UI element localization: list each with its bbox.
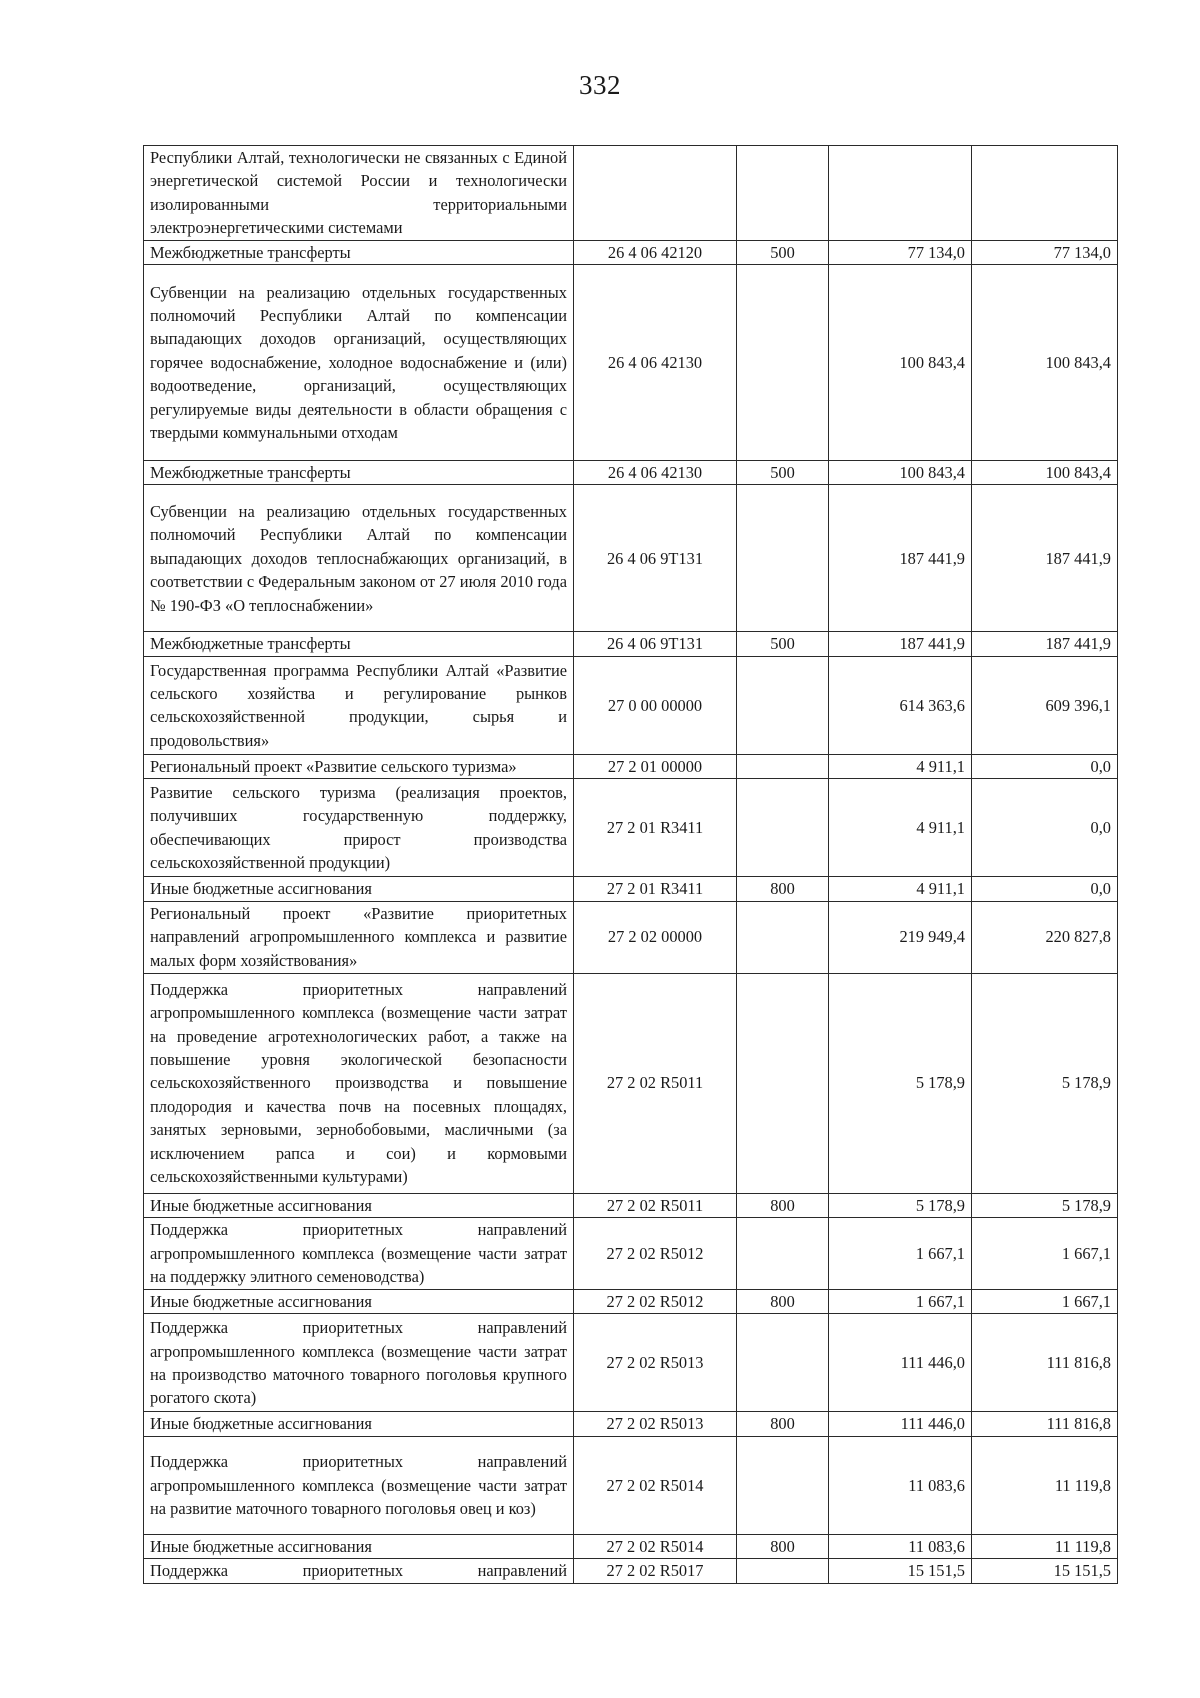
row-amount-year1 bbox=[829, 146, 972, 241]
row-amount-year2: 1 667,1 bbox=[972, 1218, 1118, 1290]
row-expense-type bbox=[737, 1314, 829, 1412]
row-expense-type: 500 bbox=[737, 240, 829, 264]
table-row bbox=[144, 461, 1118, 485]
row-amount-year2: 0,0 bbox=[972, 877, 1118, 901]
row-amount-year2: 77 134,0 bbox=[972, 240, 1118, 264]
table-row bbox=[144, 146, 1118, 241]
row-description: Региональный проект «Развитие приоритетных направлений агропромышленного комплекса и развитие малых форм хозяйствования» bbox=[144, 901, 574, 973]
row-amount-year2: 111 816,8 bbox=[972, 1412, 1118, 1436]
row-amount-year2: 11 119,8 bbox=[972, 1534, 1118, 1558]
row-amount-year1: 100 843,4 bbox=[829, 265, 972, 461]
row-amount-year2: 1 667,1 bbox=[972, 1290, 1118, 1314]
row-target-code: 27 2 02 R5014 bbox=[574, 1436, 737, 1534]
row-description: Государственная программа Республики Алтай «Развитие сельского хозяйства и регулирование рынков сельскохозяйственной продукции, сырья и продовольствия» bbox=[144, 656, 574, 754]
row-description: Поддержка приоритетных направлений агропромышленного комплекса (возмещение части затрат на проведение агротехнологических работ, а также на повышение уровня экологической безопасности сельскохозяйственного производства и повышение плодородия и качества почв на посевных площадях, занятых зерновыми, зернобобовыми, масличными (за исключением рапса и сои) и кормовыми сельскохозяйственными культурами) bbox=[144, 973, 574, 1193]
row-expense-type: 500 bbox=[737, 632, 829, 656]
row-amount-year1: 77 134,0 bbox=[829, 240, 972, 264]
row-description: Поддержка приоритетных направлений агропромышленного комплекса (возмещение части затрат на производство маточного товарного поголовья крупного рогатого скота) bbox=[144, 1314, 574, 1412]
row-description: Поддержка приоритетных направлений агропромышленного комплекса (возмещение части затрат на развитие маточного товарного поголовья овец и коз) bbox=[144, 1436, 574, 1534]
row-description: Межбюджетные трансферты bbox=[144, 632, 574, 656]
row-amount-year1: 100 843,4 bbox=[829, 461, 972, 485]
row-target-code: 27 2 02 R5013 bbox=[574, 1314, 737, 1412]
row-expense-type bbox=[737, 1218, 829, 1290]
row-target-code: 26 4 06 42120 bbox=[574, 240, 737, 264]
row-description: Иные бюджетные ассигнования bbox=[144, 1534, 574, 1558]
table-row bbox=[144, 1314, 1118, 1412]
row-amount-year2: 187 441,9 bbox=[972, 485, 1118, 632]
row-expense-type bbox=[737, 146, 829, 241]
row-expense-type bbox=[737, 901, 829, 973]
row-expense-type bbox=[737, 1559, 829, 1583]
row-expense-type bbox=[737, 656, 829, 754]
row-expense-type bbox=[737, 265, 829, 461]
row-description: Межбюджетные трансферты bbox=[144, 461, 574, 485]
row-target-code: 26 4 06 9Т131 bbox=[574, 632, 737, 656]
row-expense-type: 800 bbox=[737, 1290, 829, 1314]
row-amount-year1: 111 446,0 bbox=[829, 1412, 972, 1436]
row-expense-type bbox=[737, 973, 829, 1193]
row-description: Субвенции на реализацию отдельных государственных полномочий Республики Алтай по компенсации выпадающих доходов организаций, осуществляющих горячее водоснабжение, холодное водоснабжение и (или) водоотведение, организаций, осуществляющих регулируемые виды деятельности в области обращения с твердыми коммунальными отходам bbox=[144, 265, 574, 461]
row-amount-year2: 15 151,5 bbox=[972, 1559, 1118, 1583]
row-description: Иные бюджетные ассигнования bbox=[144, 1290, 574, 1314]
row-expense-type: 800 bbox=[737, 877, 829, 901]
row-amount-year1: 4 911,1 bbox=[829, 877, 972, 901]
row-target-code: 27 2 01 00000 bbox=[574, 754, 737, 778]
table-row bbox=[144, 877, 1118, 901]
row-expense-type: 500 bbox=[737, 461, 829, 485]
table-row bbox=[144, 779, 1118, 877]
row-amount-year1: 5 178,9 bbox=[829, 973, 972, 1193]
row-description: Поддержка приоритетных направлений bbox=[144, 1559, 574, 1583]
table-row bbox=[144, 485, 1118, 632]
row-amount-year1: 4 911,1 bbox=[829, 779, 972, 877]
row-amount-year2: 187 441,9 bbox=[972, 632, 1118, 656]
row-target-code: 26 4 06 42130 bbox=[574, 461, 737, 485]
row-target-code: 27 0 00 00000 bbox=[574, 656, 737, 754]
row-amount-year1: 614 363,6 bbox=[829, 656, 972, 754]
row-expense-type bbox=[737, 485, 829, 632]
row-amount-year1: 111 446,0 bbox=[829, 1314, 972, 1412]
row-description: Иные бюджетные ассигнования bbox=[144, 877, 574, 901]
row-target-code: 27 2 02 R5011 bbox=[574, 973, 737, 1193]
row-target-code: 27 2 02 R5017 bbox=[574, 1559, 737, 1583]
row-amount-year2: 609 396,1 bbox=[972, 656, 1118, 754]
table-row bbox=[144, 1290, 1118, 1314]
table-row bbox=[144, 240, 1118, 264]
row-amount-year2: 111 816,8 bbox=[972, 1314, 1118, 1412]
row-amount-year2: 11 119,8 bbox=[972, 1436, 1118, 1534]
row-amount-year1: 4 911,1 bbox=[829, 754, 972, 778]
row-amount-year1: 11 083,6 bbox=[829, 1534, 972, 1558]
table-row bbox=[144, 265, 1118, 461]
row-description: Региональный проект «Развитие сельского туризма» bbox=[144, 754, 574, 778]
row-amount-year2: 100 843,4 bbox=[972, 461, 1118, 485]
row-target-code: 27 2 02 R5013 bbox=[574, 1412, 737, 1436]
table-row bbox=[144, 632, 1118, 656]
row-expense-type: 800 bbox=[737, 1412, 829, 1436]
table-row bbox=[144, 1559, 1118, 1583]
row-description: Республики Алтай, технологически не связанных с Единой энергетической системой России и технологически изолированными территориальными электроэнергетическими системами bbox=[144, 146, 574, 241]
table-row bbox=[144, 1436, 1118, 1534]
row-amount-year1: 5 178,9 bbox=[829, 1193, 972, 1217]
row-amount-year1: 11 083,6 bbox=[829, 1436, 972, 1534]
row-amount-year2: 100 843,4 bbox=[972, 265, 1118, 461]
table-row bbox=[144, 973, 1118, 1193]
table-row bbox=[144, 1218, 1118, 1290]
row-amount-year2: 220 827,8 bbox=[972, 901, 1118, 973]
row-amount-year1: 15 151,5 bbox=[829, 1559, 972, 1583]
row-target-code: 27 2 01 R3411 bbox=[574, 779, 737, 877]
row-amount-year1: 219 949,4 bbox=[829, 901, 972, 973]
row-target-code: 27 2 02 R5014 bbox=[574, 1534, 737, 1558]
row-description: Поддержка приоритетных направлений агропромышленного комплекса (возмещение части затрат на поддержку элитного семеноводства) bbox=[144, 1218, 574, 1290]
table-row bbox=[144, 1193, 1118, 1217]
row-description: Иные бюджетные ассигнования bbox=[144, 1193, 574, 1217]
row-target-code: 26 4 06 9Т131 bbox=[574, 485, 737, 632]
row-amount-year2 bbox=[972, 146, 1118, 241]
row-amount-year1: 187 441,9 bbox=[829, 632, 972, 656]
row-description: Межбюджетные трансферты bbox=[144, 240, 574, 264]
row-amount-year2: 0,0 bbox=[972, 754, 1118, 778]
table-row bbox=[144, 901, 1118, 973]
page-number: 332 bbox=[579, 70, 621, 100]
row-amount-year1: 1 667,1 bbox=[829, 1290, 972, 1314]
row-target-code: 27 2 02 R5011 bbox=[574, 1193, 737, 1217]
row-expense-type bbox=[737, 779, 829, 877]
row-target-code bbox=[574, 146, 737, 241]
row-expense-type: 800 bbox=[737, 1534, 829, 1558]
table-row bbox=[144, 1534, 1118, 1558]
row-expense-type bbox=[737, 1436, 829, 1534]
budget-table bbox=[143, 145, 1118, 1584]
row-target-code: 27 2 02 R5012 bbox=[574, 1218, 737, 1290]
row-target-code: 26 4 06 42130 bbox=[574, 265, 737, 461]
row-amount-year1: 187 441,9 bbox=[829, 485, 972, 632]
table-row bbox=[144, 656, 1118, 754]
row-amount-year2: 0,0 bbox=[972, 779, 1118, 877]
table-row bbox=[144, 1412, 1118, 1436]
row-description: Субвенции на реализацию отдельных государственных полномочий Республики Алтай по компенсации выпадающих доходов теплоснабжающих организаций, в соответствии с Федеральным законом от 27 июля 2010 года № 190-ФЗ «О теплоснабжении» bbox=[144, 485, 574, 632]
row-amount-year2: 5 178,9 bbox=[972, 1193, 1118, 1217]
row-amount-year2: 5 178,9 bbox=[972, 973, 1118, 1193]
row-target-code: 27 2 02 00000 bbox=[574, 901, 737, 973]
row-amount-year1: 1 667,1 bbox=[829, 1218, 972, 1290]
table-row bbox=[144, 754, 1118, 778]
row-expense-type: 800 bbox=[737, 1193, 829, 1217]
row-target-code: 27 2 02 R5012 bbox=[574, 1290, 737, 1314]
row-description: Иные бюджетные ассигнования bbox=[144, 1412, 574, 1436]
row-expense-type bbox=[737, 754, 829, 778]
row-target-code: 27 2 01 R3411 bbox=[574, 877, 737, 901]
row-description: Развитие сельского туризма (реализация проектов, получивших государственную поддержку, обеспечивающих прирост производства сельскохозяйственной продукции) bbox=[144, 779, 574, 877]
